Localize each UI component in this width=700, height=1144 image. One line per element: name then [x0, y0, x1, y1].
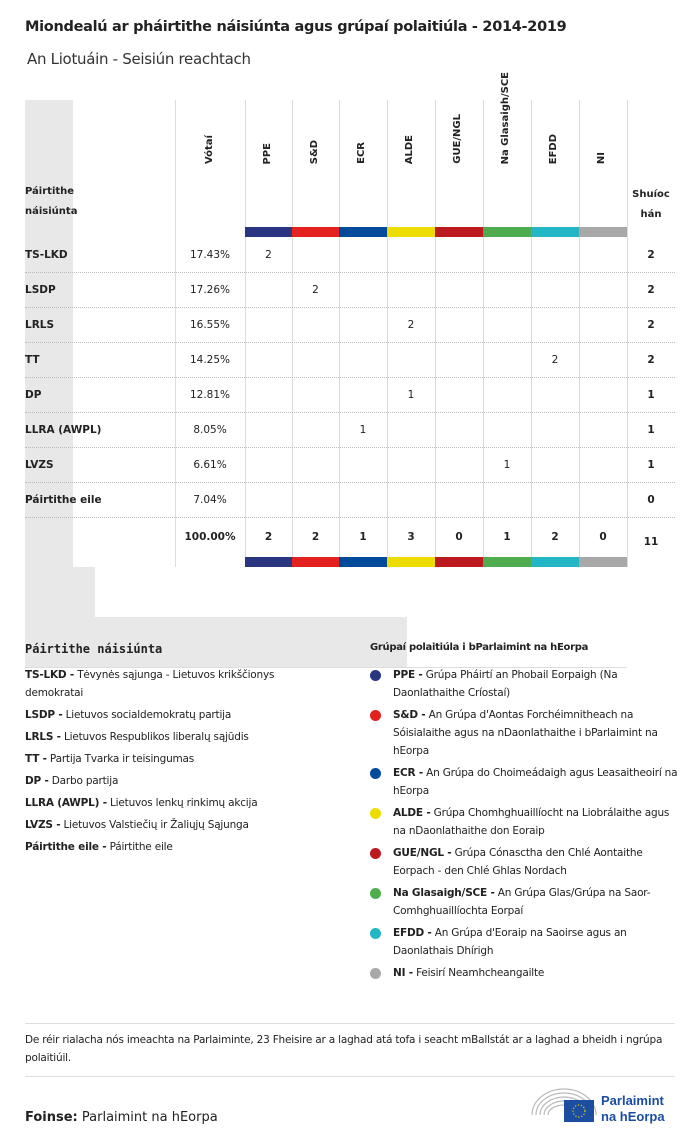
- group-legend-item: [393, 764, 683, 800]
- group-color-dot-icon: [370, 888, 381, 899]
- legend-name: Grúpa Cónasctha den Chlé Aontaithe Eorpach - den Chlé Ghlas Nordach: [393, 847, 643, 877]
- party-legend-item: [25, 666, 325, 702]
- row-group-seats: [435, 342, 483, 377]
- group-column-header: GUE/NGL: [452, 114, 463, 164]
- row-group-seats: [531, 377, 579, 412]
- total-group-seats: 2: [311, 531, 320, 543]
- row-group-seats: [292, 482, 339, 517]
- european-parliament-logo: [530, 1085, 680, 1125]
- row-group-seats: [387, 482, 435, 517]
- row-total-seats: 2: [647, 283, 655, 296]
- group-color-dot-icon: [370, 968, 381, 979]
- row-votes: 14.25%: [189, 353, 231, 366]
- footnote: De réir rialacha nós imeachta na Parlaiminte, 23 Fheisire ar a laghad atá tofa i seacht mBallstát ar a laghad a bheidh i ngrúpa polaitiúil.: [25, 1034, 663, 1064]
- row-group-seats: [579, 237, 627, 272]
- row-group-seats: [435, 307, 483, 342]
- row-group-seats: [245, 342, 292, 377]
- group-color-dot-icon: [370, 928, 381, 939]
- logo-text-line2: na hEorpa: [601, 1109, 665, 1124]
- row-party: LRLS: [25, 318, 55, 331]
- legend-name: Lietuvos Valstiečių ir Žaliųjų Sąjunga: [63, 819, 249, 831]
- group-color-bar: [579, 227, 627, 237]
- source-value: Parlaimint na hEorpa: [81, 1110, 218, 1125]
- group-column-header: Na Glasaigh/SCE: [500, 71, 511, 164]
- row-votes: 8.05%: [193, 423, 227, 436]
- group-color-dot-icon: [370, 768, 381, 779]
- group-color-bar: [339, 227, 387, 237]
- group-legend-item: [393, 844, 683, 880]
- groups-legend-title: Grúpaí polaitiúla i bParlaimint na hEorpa: [370, 642, 589, 653]
- group-legend-item: [393, 884, 683, 920]
- total-group-seats: 2: [551, 531, 559, 543]
- row-party: TT: [25, 353, 40, 366]
- row-total-seats: 1: [647, 388, 655, 401]
- row-total-seats: 1: [647, 458, 655, 471]
- row-votes: 16.55%: [189, 318, 231, 331]
- row-group-seats: [387, 237, 435, 272]
- group-color-bar: [339, 557, 387, 567]
- legend-abbr: LRLS -: [25, 731, 61, 743]
- row-group-seats: [579, 342, 627, 377]
- row-group-seats: [339, 307, 387, 342]
- row-group-seats: [245, 272, 292, 307]
- row-group-seats: [483, 237, 531, 272]
- total-group-seats: 2: [264, 531, 273, 543]
- legend-name: Grúpa Pháirtí an Phobail Eorpaigh (Na Daonlathaithe Críostaí): [393, 669, 618, 699]
- row-group-seats: [339, 237, 387, 272]
- legend-abbr: DP -: [25, 775, 49, 787]
- group-legend-item: [393, 804, 683, 840]
- group-column-header: S&D: [308, 139, 320, 164]
- party-legend-item: [25, 750, 325, 768]
- total-group-seats: 0: [599, 531, 607, 543]
- row-group-seats: [531, 482, 579, 517]
- row-group-seats: [292, 342, 339, 377]
- source: [25, 1110, 218, 1125]
- group-color-bar: [435, 227, 483, 237]
- group-color-bar: [387, 227, 435, 237]
- legend-abbr: TT -: [25, 753, 47, 765]
- legend-name: Grúpa Chomhghuaillíocht na Liobrálaithe agus na nDaonlathaithe don Eoraip: [393, 807, 670, 837]
- group-column-header: NI: [596, 151, 607, 164]
- row-group-seats: [387, 412, 435, 447]
- group-column-header: EFDD: [548, 133, 559, 164]
- row-total-seats: 0: [647, 493, 655, 506]
- group-column-header: ECR: [356, 142, 367, 164]
- row-party: TS-LKD: [25, 248, 68, 261]
- row-group-seats: [579, 307, 627, 342]
- group-color-bar: [531, 557, 579, 567]
- row-group-seats: [531, 237, 579, 272]
- row-group-seats: 2: [265, 248, 272, 261]
- legend-name: Lietuvos Respublikos liberalų sąjūdis: [63, 731, 249, 743]
- row-group-seats: [292, 307, 339, 342]
- row-group-seats: [531, 272, 579, 307]
- legend-name: Lietuvos lenkų rinkimų akcija: [110, 797, 258, 809]
- row-total-seats: 2: [647, 353, 655, 366]
- group-color-bar: [483, 557, 531, 567]
- group-legend-item: [393, 706, 683, 760]
- votes-column-header: Vótaí: [204, 134, 215, 164]
- row-group-seats: 2: [407, 318, 415, 331]
- group-color-bar: [579, 557, 627, 567]
- legend-abbr: ALDE -: [393, 807, 431, 819]
- row-group-seats: [483, 342, 531, 377]
- row-group-seats: [387, 272, 435, 307]
- row-party: Páirtithe eile: [25, 493, 102, 506]
- row-group-seats: [579, 447, 627, 482]
- legend-name: Lietuvos socialdemokratų partija: [65, 709, 232, 721]
- legend-abbr: PPE -: [393, 669, 423, 681]
- row-group-seats: [387, 447, 435, 482]
- row-group-seats: [579, 377, 627, 412]
- total-group-seats: 3: [407, 531, 415, 543]
- group-legend-item: [393, 964, 683, 982]
- row-group-seats: [292, 447, 339, 482]
- row-votes: 7.04%: [193, 493, 227, 506]
- row-group-seats: 1: [359, 423, 367, 436]
- table-header: [25, 71, 675, 224]
- row-group-seats: [339, 447, 387, 482]
- group-column-header: PPE: [261, 142, 273, 164]
- group-color-bar: [483, 227, 531, 237]
- group-color-dot-icon: [370, 848, 381, 859]
- group-color-bar: [292, 227, 339, 237]
- row-group-seats: [435, 272, 483, 307]
- legend-abbr: NI -: [393, 967, 413, 979]
- row-group-seats: [339, 377, 387, 412]
- total-group-seats: 1: [359, 531, 367, 543]
- legend-name: An Grúpa do Choimeádaigh agus Leasaitheoirí na hEorpa: [393, 767, 678, 797]
- legend-name: An Grúpa d'Aontas Forchéimnitheach na Sóisialaithe agus na nDaonlathaithe i bParlaimint na hEorpa: [393, 709, 658, 757]
- row-group-seats: [435, 447, 483, 482]
- row-group-seats: [387, 342, 435, 377]
- row-group-seats: [483, 377, 531, 412]
- row-group-seats: 1: [503, 458, 511, 471]
- row-group-seats: [339, 342, 387, 377]
- legend-abbr: TS-LKD -: [25, 669, 75, 681]
- legend-abbr: Na Glasaigh/SCE -: [393, 887, 495, 899]
- row-group-seats: [579, 482, 627, 517]
- legend-abbr: GUE/NGL -: [393, 847, 452, 859]
- row-total-seats: 2: [647, 248, 655, 261]
- row-group-seats: [245, 412, 292, 447]
- seats-column-header: Shuíochán: [632, 189, 670, 220]
- group-legend-item: [393, 666, 683, 702]
- legend-abbr: EFDD -: [393, 927, 432, 939]
- party-column-header: Páirtithe náisiúnta: [25, 186, 78, 217]
- group-legend-item: [393, 924, 683, 960]
- legend-abbr: S&D -: [393, 709, 426, 721]
- row-group-seats: [579, 412, 627, 447]
- row-votes: 6.61%: [193, 458, 227, 471]
- group-color-bar: [245, 557, 292, 567]
- page-title: Miondealú ar pháirtithe náisiúnta agus grúpaí polaitiúla - 2014-2019: [25, 19, 567, 35]
- party-legend-item: [25, 816, 325, 834]
- row-group-seats: [245, 447, 292, 482]
- legend-name: Páirtithe eile: [109, 841, 173, 853]
- row-votes: 12.81%: [189, 388, 231, 401]
- group-color-bar: [292, 557, 339, 567]
- row-total-seats: 1: [647, 423, 655, 436]
- legend-name: An Grúpa d'Eoraip na Saoirse agus an Daonlathais Dhírigh: [393, 927, 627, 957]
- row-group-seats: [531, 307, 579, 342]
- legend-name: Feisirí Neamhcheangailte: [416, 967, 545, 979]
- page-subtitle: An Liotuáin - Seisiún reachtach: [27, 50, 251, 68]
- party-legend-item: [25, 706, 325, 724]
- row-group-seats: [245, 377, 292, 412]
- row-group-seats: [483, 272, 531, 307]
- group-color-bar: [245, 227, 292, 237]
- row-party: LLRA (AWPL): [25, 423, 102, 436]
- group-color-dot-icon: [370, 670, 381, 681]
- legend-name: An Grúpa Glas/Grúpa na Saor-Comhghuaillíochta Eorpaí: [393, 887, 651, 917]
- legend-name: Partija Tvarka ir teisingumas: [49, 753, 195, 765]
- party-legend-item: [25, 728, 325, 746]
- legend-name: Darbo partija: [51, 775, 119, 787]
- row-group-seats: [245, 307, 292, 342]
- total-group-seats: 0: [455, 531, 463, 543]
- row-total-seats: 2: [647, 318, 655, 331]
- party-legend-item: [25, 772, 325, 790]
- row-group-seats: [339, 482, 387, 517]
- row-group-seats: [483, 412, 531, 447]
- row-group-seats: [579, 272, 627, 307]
- row-group-seats: [292, 237, 339, 272]
- group-column-header: ALDE: [404, 134, 415, 164]
- legend-name: Tėvynės sąjunga - Lietuvos krikščionys demokratai: [25, 669, 275, 699]
- row-group-seats: [435, 237, 483, 272]
- row-group-seats: [435, 412, 483, 447]
- legend-abbr: Páirtithe eile -: [25, 841, 107, 853]
- row-party: LVZS: [25, 458, 54, 471]
- row-party: DP: [25, 388, 42, 401]
- total-group-seats: 1: [503, 531, 511, 543]
- row-votes: 17.26%: [189, 283, 231, 296]
- row-group-seats: [292, 412, 339, 447]
- row-group-seats: [531, 412, 579, 447]
- legend-abbr: LSDP -: [25, 709, 63, 721]
- row-group-seats: [435, 482, 483, 517]
- group-color-dot-icon: [370, 808, 381, 819]
- group-color-dot-icon: [370, 710, 381, 721]
- row-group-seats: 2: [551, 353, 559, 366]
- row-group-seats: [245, 482, 292, 517]
- row-group-seats: [531, 447, 579, 482]
- legend-abbr: LVZS -: [25, 819, 61, 831]
- row-party: LSDP: [25, 283, 56, 296]
- row-group-seats: [483, 307, 531, 342]
- row-group-seats: 1: [407, 388, 415, 401]
- group-color-bar: [531, 227, 579, 237]
- party-legend-item: [25, 794, 325, 812]
- legend-abbr: ECR -: [393, 767, 423, 779]
- row-group-seats: 2: [312, 283, 319, 296]
- row-group-seats: [339, 272, 387, 307]
- divider: [25, 1023, 675, 1024]
- row-votes: 17.43%: [189, 248, 231, 261]
- party-legend-item: [25, 838, 325, 856]
- logo-text-line1: Parlaimint: [601, 1093, 664, 1108]
- total-seats: 11: [643, 536, 659, 548]
- hemicycle-icon: [530, 1085, 680, 1125]
- total-votes-bg: [25, 567, 95, 617]
- legend-abbr: LLRA (AWPL) -: [25, 797, 107, 809]
- seats-table: [25, 71, 675, 567]
- total-votes: 100.00%: [184, 531, 236, 543]
- row-group-seats: [435, 377, 483, 412]
- parties-legend-title: Páirtithe náisiúnta: [25, 642, 163, 656]
- source-label: Foinse:: [25, 1110, 78, 1125]
- group-color-bar: [435, 557, 483, 567]
- divider: [25, 1076, 675, 1077]
- row-group-seats: [483, 482, 531, 517]
- group-color-bar: [387, 557, 435, 567]
- row-group-seats: [292, 377, 339, 412]
